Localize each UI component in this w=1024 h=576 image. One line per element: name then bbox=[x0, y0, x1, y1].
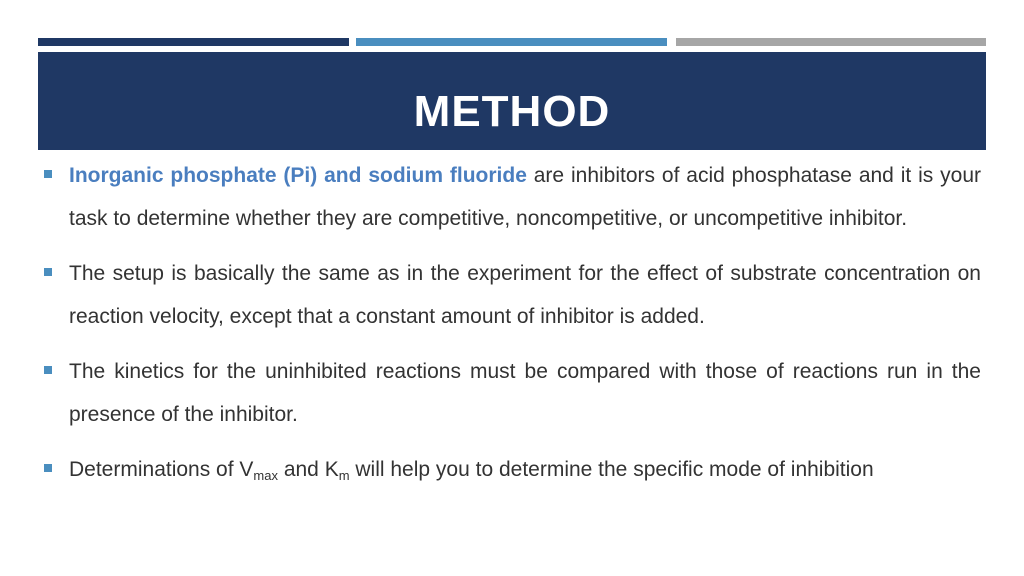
slide-title: METHOD bbox=[413, 87, 611, 136]
square-bullet-icon bbox=[44, 366, 52, 374]
square-bullet-icon bbox=[44, 464, 52, 472]
bullet-text: will help you to determine the specific mode of inhibition bbox=[349, 458, 874, 481]
bullet-text: are inhibitors of acid phosphatase and it is your task to determine whether they are competitive, noncompetitive, or uncompetitive inhibitor. bbox=[69, 164, 981, 230]
square-bullet-icon bbox=[44, 170, 52, 178]
accent-bar-gray bbox=[676, 38, 986, 46]
vmax-subscript: max bbox=[253, 468, 278, 483]
bullet-text: The setup is basically the same as in the experiment for the effect of substrate concentration on reaction velocity, except that a constant amount of inhibitor is added. bbox=[69, 262, 981, 328]
accent-bar-navy bbox=[38, 38, 349, 46]
highlighted-inhibitors: Inorganic phosphate (Pi) and sodium fluoride bbox=[69, 164, 527, 187]
square-bullet-icon bbox=[44, 268, 52, 276]
km-subscript: m bbox=[338, 468, 350, 483]
bullet-text: Determinations of V bbox=[69, 458, 254, 481]
accent-bar-blue bbox=[356, 38, 667, 46]
bullet-item bbox=[44, 350, 981, 436]
bullet-text: The kinetics for the uninhibited reactions must be compared with those of reactions run in the presence of the inhibitor. bbox=[69, 360, 981, 426]
bullet-item bbox=[44, 154, 981, 240]
bullet-item bbox=[44, 252, 981, 338]
bullet-text: and K bbox=[277, 458, 339, 481]
bullet-item bbox=[44, 448, 981, 491]
bullet-list bbox=[44, 154, 981, 503]
